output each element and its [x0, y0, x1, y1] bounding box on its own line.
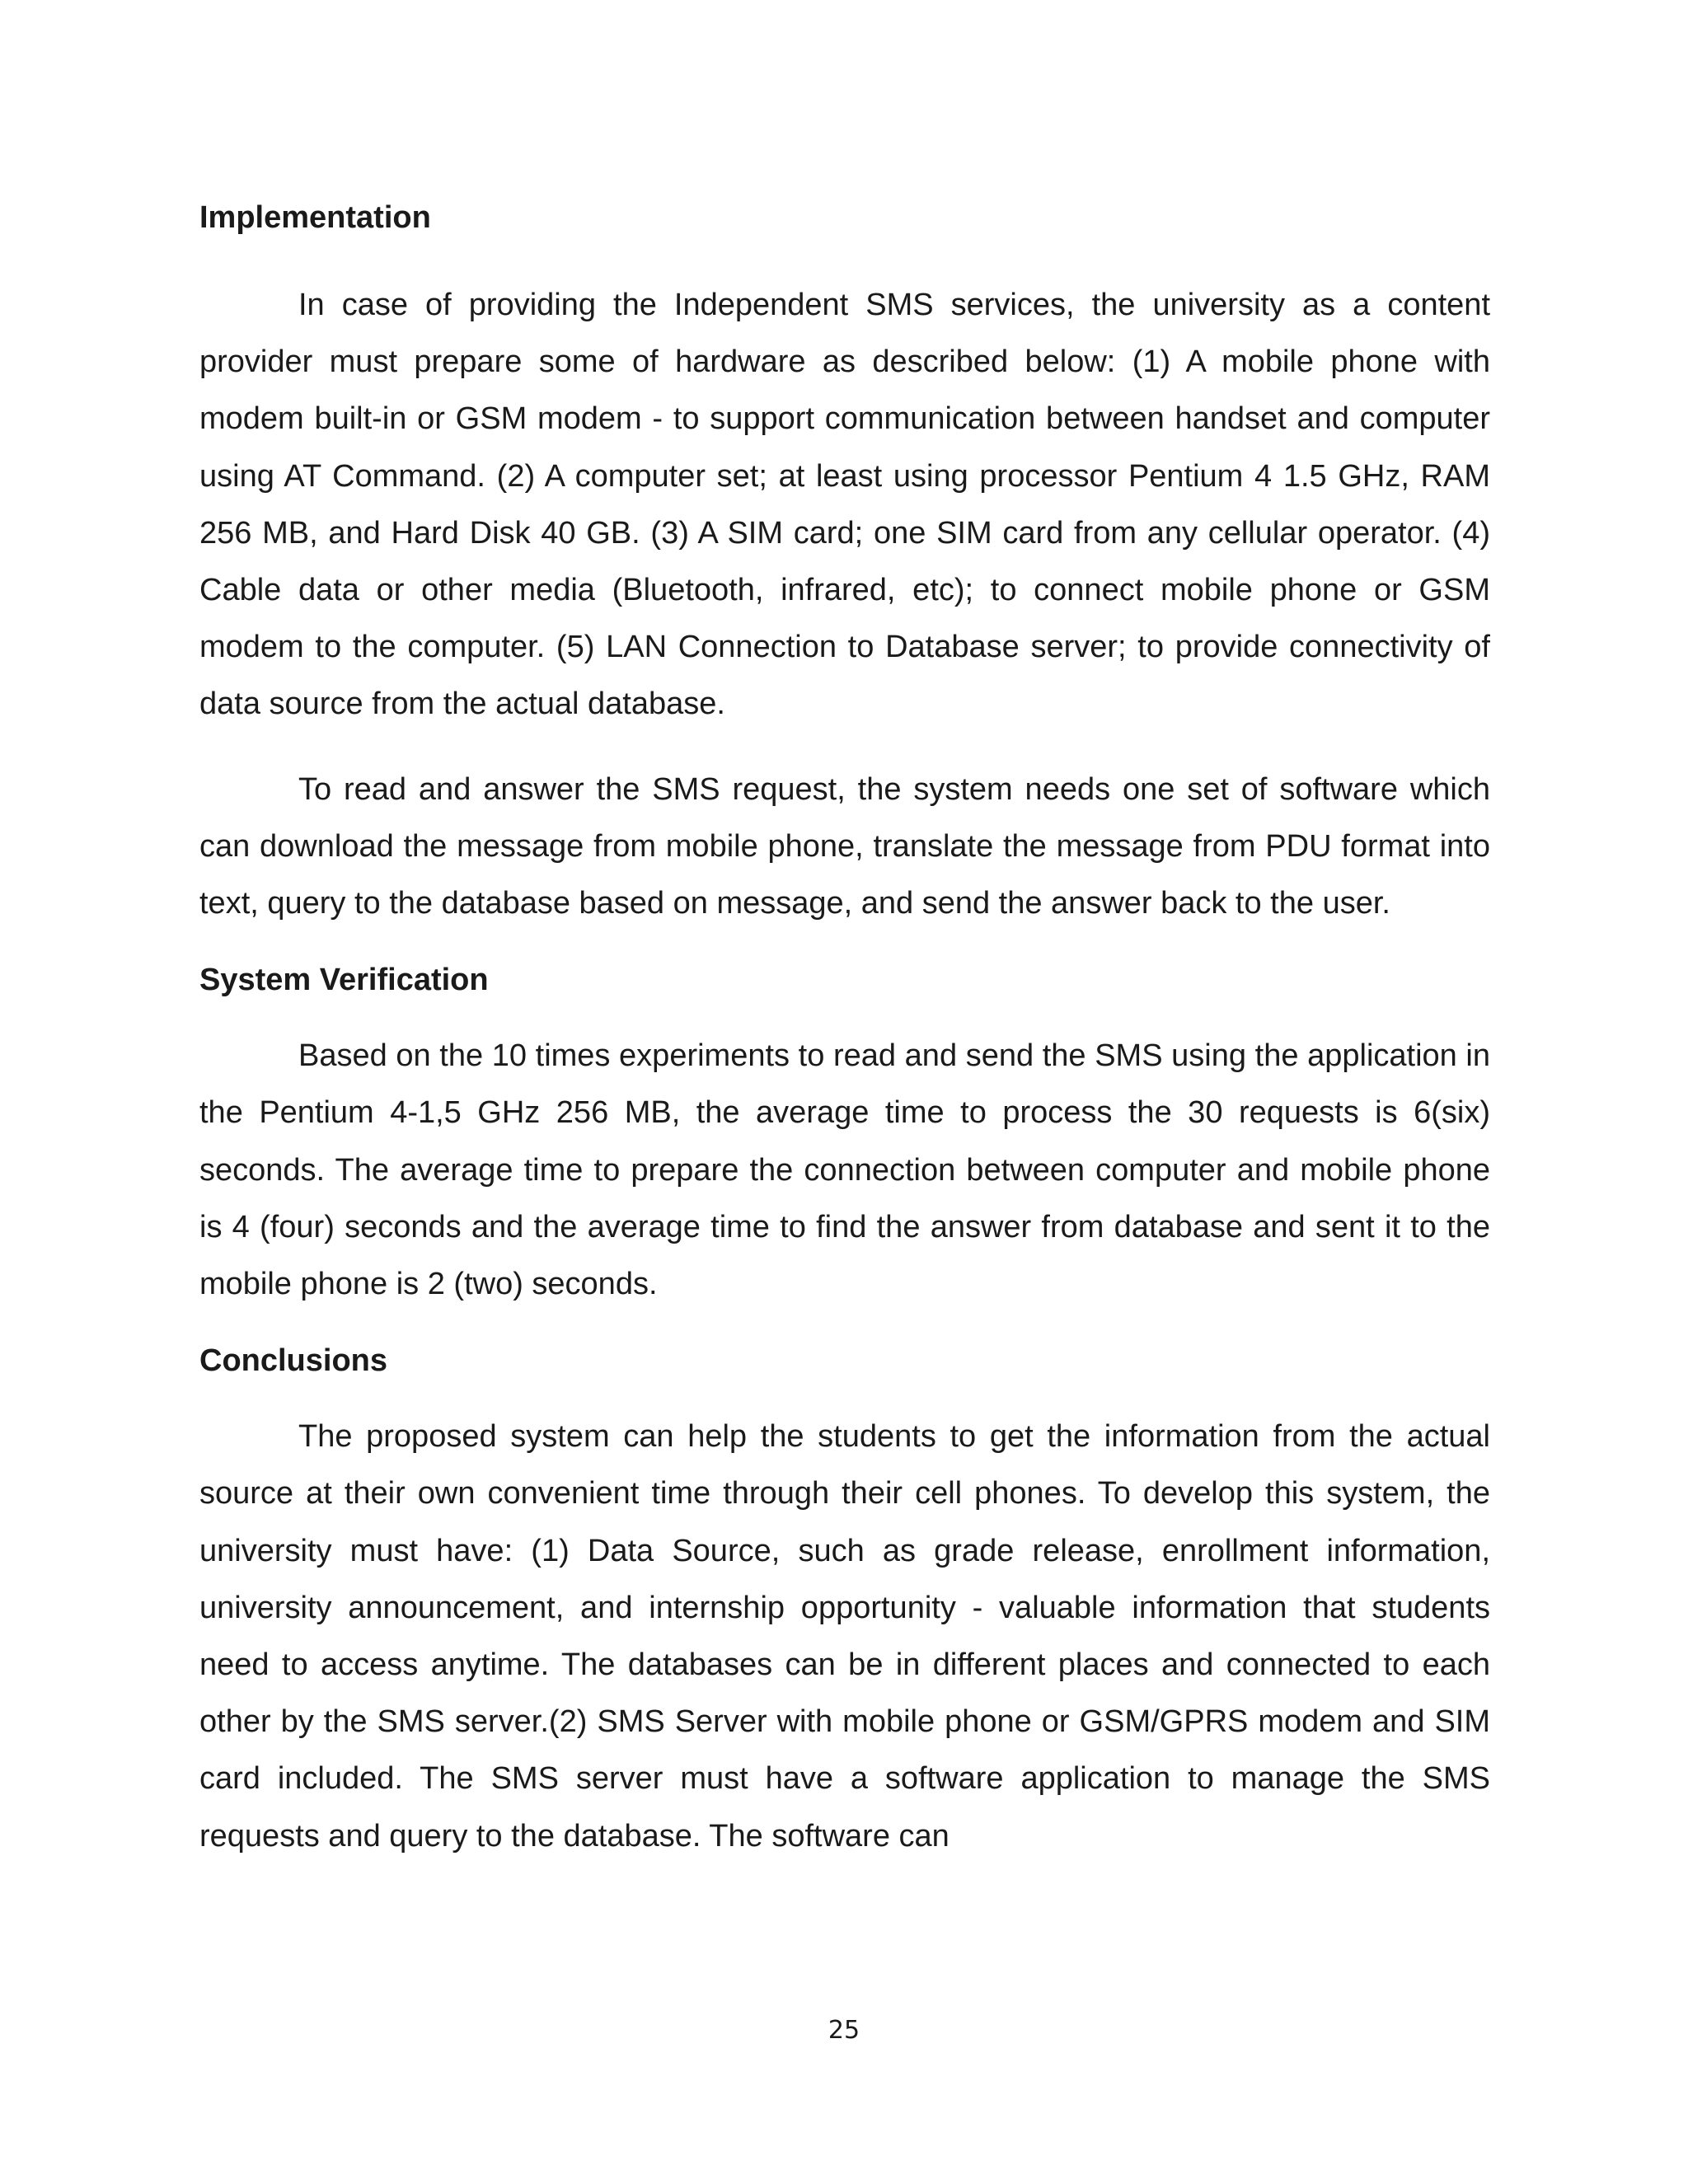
paragraph-implementation-software: To read and answer the SMS request, the system needs one set of software which can download the message from mobile phone, translate the message from PDU format into text, query to the database based on message, and send the answer back to the user.	[199, 771, 1490, 921]
paragraph-system-verification: Based on the 10 times experiments to read and send the SMS using the application in the Pentium 4-1,5 GHz 256 MB, the average time to process the 30 requests is 6(six) seconds. The average time to prepare the connection between computer and mobile phone is 4 (four) seconds and the average time to find the answer from database and sent it to the mobile phone is 2 (two) seconds.	[199, 1038, 1490, 1302]
heading-system-verification: System Verification	[199, 963, 489, 998]
heading-implementation: Implementation	[199, 200, 431, 235]
paragraph-conclusions: The proposed system can help the students to get the information from the actual source at their own convenient time through their cell phones. To develop this system, the university must have: (1) Data Source, such as grade release, enrollment information, university announcement, and internship opportunity - valuable information that students need to access anytime. The databases can be in different places and connected to each other by the SMS server.(2) SMS Server with mobile phone or GSM/GPRS modem and SIM card included. The SMS server must have a software application to manage the SMS requests and query to the database. The software can	[199, 1419, 1490, 1854]
page-number: 25	[828, 2016, 860, 2045]
paragraph-implementation-hardware: In case of providing the Independent SMS services, the university as a content provider must prepare some of hardware as described below: (1) A mobile phone with modem built-in or GSM modem - to support communication between handset and computer using AT Command. (2) A computer set; at least using processor Pentium 4 1.5 GHz, RAM 256 MB, and Hard Disk 40 GB. (3) A SIM card; one SIM card from any cellular operator. (4) Cable data or other media (Bluetooth, infrared, etc); to connect mobile phone or GSM modem to the computer. (5) LAN Connection to Database server; to provide connectivity of data source from the actual database.	[199, 288, 1490, 722]
heading-conclusions: Conclusions	[199, 1343, 388, 1379]
page-body	[199, 198, 1490, 1865]
